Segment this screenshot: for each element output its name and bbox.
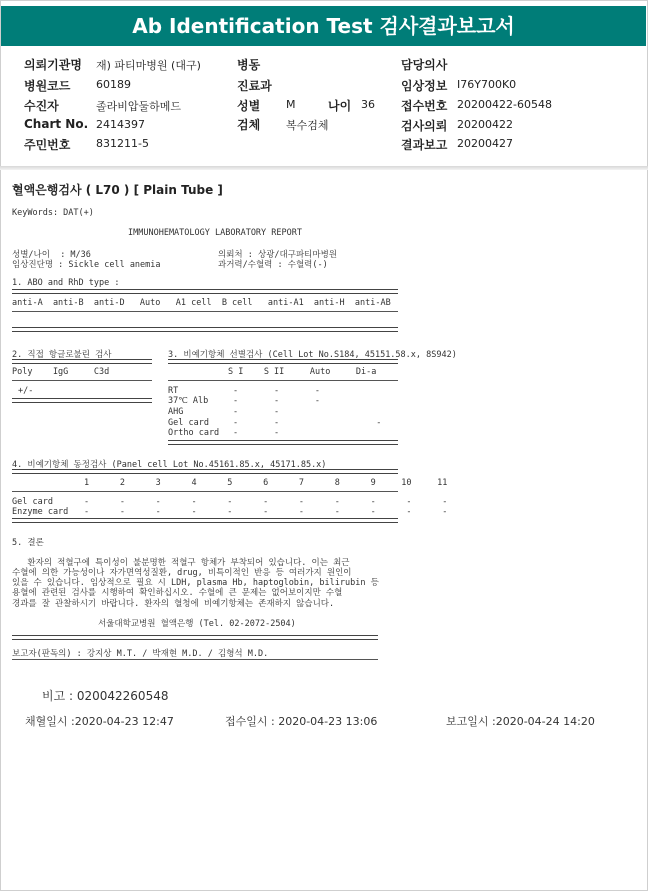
conclusion-section-title: 5. 결론 (12, 538, 44, 548)
lab-report-title: IMMUNOHEMATOLOGY LABORATORY REPORT (128, 228, 302, 238)
screening-row-values: - - - (233, 386, 320, 396)
panel-row-label: Enzyme card (12, 507, 69, 517)
keywords: KeyWords: DAT(+) (12, 208, 94, 218)
id-number-label: 주민번호 (24, 138, 71, 152)
chart-no-label: Chart No. (24, 117, 89, 131)
divider (12, 659, 378, 660)
blood-bank-contact: 서울대학교병원 혈액은행 (Tel. 02-2072-2504) (98, 619, 296, 629)
panel-row-label: Gel card (12, 497, 53, 507)
section-title: 혈액은행검사 ( L70 ) [ Plain Tube ] (12, 183, 223, 197)
patient-name-label: 수진자 (24, 99, 59, 113)
identification-section-title: 4. 비예기항체 동정검사 (Panel cell Lot No.45161.85.x, 45171.85.x) (12, 460, 327, 470)
id-number-value: 831211-5 (96, 137, 149, 150)
conclusion-line: 수혈에 의한 가능성이나 자가면역성질환, drug, 비특이적인 반응 등 여러가지 원인이 (12, 568, 352, 578)
remark-note: 비고 : 020042260548 (42, 689, 169, 703)
divider (12, 380, 152, 381)
doctor-label: 담당의사 (401, 58, 448, 72)
chart-no-value: 2414397 (96, 118, 145, 131)
collection-datetime: 채혈일시 :2020-04-23 12:47 (25, 715, 174, 728)
conclusion-line: 경과를 잘 관찰하시기 바랍니다. 환자의 혈청에 비예기항체는 존재하지 않습니다. (12, 599, 335, 609)
divider (12, 518, 398, 523)
screening-row-label: AHG (168, 407, 184, 417)
sex-value: M (286, 98, 296, 111)
sex-age-line: 성별/나이 : M/36 (12, 250, 91, 260)
hospital-code-label: 병원코드 (24, 79, 71, 93)
divider (12, 311, 398, 312)
divider (12, 289, 398, 294)
report-date-label: 결과보고 (401, 138, 448, 152)
screening-row-values: - - (233, 407, 280, 417)
screening-header: S I S II Auto Di-a (228, 367, 377, 377)
divider (168, 440, 398, 445)
specimen-label: 검체 (237, 118, 261, 132)
diagnosis-line: 임상진단명 : Sickle cell anemia (12, 260, 161, 270)
reporter-line: 보고자(판독의) : 강지상 M.T. / 박재현 M.D. / 김형석 M.D. (12, 649, 269, 659)
institution-value: 재) 파티마병원 (대구) (96, 59, 201, 72)
patient-header (0, 52, 648, 164)
divider (12, 327, 398, 332)
ward-label: 병동 (237, 58, 261, 72)
dat-result: +/- (18, 386, 34, 396)
hospital-code-value: 60189 (96, 78, 131, 91)
abo-header: anti-A anti-B anti-D Auto A1 cell B cell anti-A1 anti-H anti-AB (12, 298, 391, 308)
dat-header: Poly IgG C3d (12, 367, 110, 377)
specimen-value: 복수검체 (286, 119, 329, 132)
report-datetime: 보고일시 :2020-04-24 14:20 (446, 715, 595, 728)
screening-row-values: - - - (233, 396, 320, 406)
report-date-value: 20200427 (457, 137, 513, 150)
history-line: 과거력/수혈력 : 수혈력(-) (218, 260, 328, 270)
age-value: 36 (361, 98, 375, 111)
age-label: 나이 (328, 99, 352, 113)
report-title-banner: Ab Identification Test 검사결과보고서 (1, 6, 646, 46)
department-label: 진료과 (237, 79, 272, 93)
panel-row-values: - - - - - - - - - - - (84, 507, 448, 517)
screening-row-values: - - - (233, 418, 382, 428)
divider (12, 635, 378, 640)
requester-line: 의뢰처 : 상광/대구파티마병원 (218, 250, 338, 260)
reception-no-value: 20200422-60548 (457, 98, 552, 111)
screening-row-label: RT (168, 386, 179, 396)
request-date-value: 20200422 (457, 118, 513, 131)
divider (12, 491, 398, 492)
header-separator (0, 166, 648, 170)
receipt-datetime: 접수일시 : 2020-04-23 13:06 (225, 715, 378, 728)
screening-row-label: Ortho card (168, 428, 220, 438)
request-date-label: 검사의뢰 (401, 119, 448, 133)
panel-header: 1 2 3 4 5 6 7 8 9 10 11 (84, 478, 448, 488)
divider (168, 380, 398, 381)
panel-row-values: - - - - - - - - - - - (84, 497, 448, 507)
divider (168, 359, 398, 364)
screening-row-values: - - (233, 428, 280, 438)
screening-row-label: 37℃ Alb (168, 396, 209, 406)
reception-no-label: 접수번호 (401, 99, 448, 113)
screening-row-label: Gel card (168, 418, 209, 428)
sex-label: 성별 (237, 99, 261, 113)
clinical-info-value: I76Y700K0 (457, 78, 517, 91)
clinical-info-label: 임상정보 (401, 79, 448, 93)
divider (12, 398, 152, 403)
conclusion-line: 환자의 적혈구에 특이성이 불분명한 적혈구 항체가 부착되어 있습니다. 이는 최근 (12, 558, 350, 568)
divider (12, 359, 152, 364)
patient-name-value: 졸라비압둘하메드 (96, 100, 182, 113)
conclusion-line: 있을 수 있습니다. 임상적으로 필요 시 LDH, plasma Hb, haptoglobin, bilirubin 등 (12, 578, 379, 588)
conclusion-line: 용혈에 관련된 검사를 시행하여 확인하십시오. 수혈에 큰 문제는 없어보이지만 수혈 (12, 588, 343, 598)
screening-section-title: 3. 비예기항체 선별검사 (Cell Lot No.S184, 45151.58.x, 8S942) (168, 350, 457, 360)
divider (12, 469, 398, 474)
dat-section-title: 2. 직접 항글로불린 검사 (12, 350, 112, 360)
abo-section-title: 1. ABO and RhD type : (12, 278, 120, 288)
institution-label: 의뢰기관명 (24, 58, 82, 72)
